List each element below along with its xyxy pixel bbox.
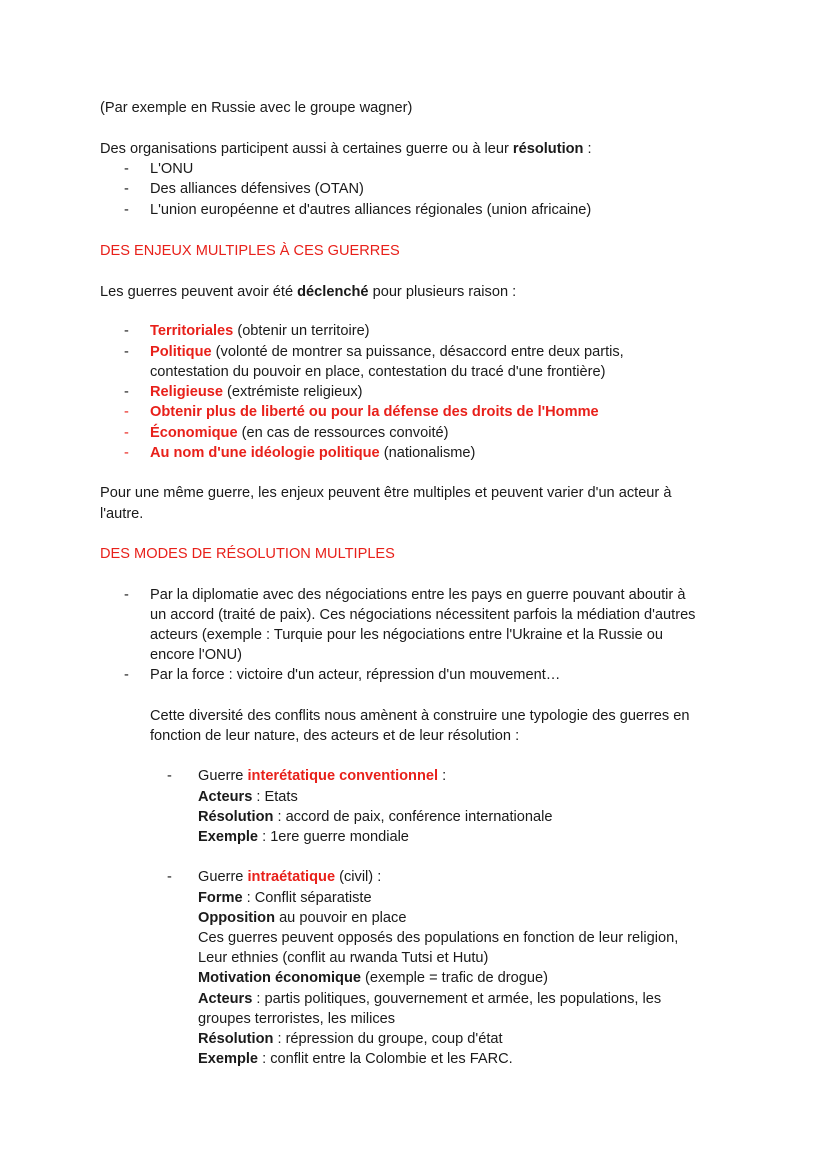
item-rest: (nationalisme) bbox=[379, 445, 476, 461]
item-rest: (obtenir un territoire) bbox=[233, 323, 370, 339]
type-suffix: (civil) : bbox=[335, 869, 382, 885]
enjeux-text-end: pour plusieurs raison : bbox=[368, 284, 517, 300]
intra-ethnies: Leur ethnies (conflit au rwanda Tutsi et Hutu) bbox=[198, 950, 489, 966]
field-label: Exemple bbox=[198, 829, 259, 845]
type-prefix: Guerre bbox=[198, 768, 248, 784]
type-term: intraétatique bbox=[247, 869, 336, 885]
section-heading-enjeux: DES ENJEUX MULTIPLES À CES GUERRES bbox=[100, 243, 400, 259]
field-value: au pouvoir en place bbox=[275, 910, 407, 926]
item-term: Obtenir plus de liberté ou pour la défense des droits de l'Homme bbox=[150, 404, 599, 420]
bullet-dash: - bbox=[167, 768, 172, 784]
field-label: Forme bbox=[198, 890, 243, 906]
list-item-cont: acteurs (exemple : Turquie pour les négociations entre l'Ukraine et la Russie ou bbox=[150, 627, 664, 643]
list-item bbox=[150, 402, 599, 422]
inter-resolution bbox=[198, 807, 552, 827]
intra-resolution bbox=[198, 1029, 503, 1049]
field-value: : partis politiques, gouvernement et armée, les populations, les bbox=[252, 991, 662, 1007]
intra-motivation bbox=[198, 968, 548, 988]
field-value: (exemple = trafic de drogue) bbox=[360, 970, 548, 986]
bullet-dash: - bbox=[124, 202, 129, 218]
bullet-dash: - bbox=[124, 161, 129, 177]
list-item bbox=[150, 423, 448, 443]
bullet-dash: - bbox=[124, 404, 129, 420]
field-value: : Conflit séparatiste bbox=[242, 890, 372, 906]
field-label: Résolution bbox=[198, 1031, 274, 1047]
list-item bbox=[150, 443, 475, 463]
item-term: Religieuse bbox=[150, 384, 223, 400]
inter-exemple bbox=[198, 827, 409, 847]
field-value: : répression du groupe, coup d'état bbox=[273, 1031, 503, 1047]
orgs-bold: résolution bbox=[512, 141, 584, 157]
item-term: Politique bbox=[150, 344, 212, 360]
list-item-cont: un accord (traité de paix). Ces négociations nécessitent parfois la médiation d'autres bbox=[150, 607, 696, 623]
type-intra bbox=[198, 867, 381, 887]
list-item: Par la diplomatie avec des négociations entre les pays en guerre pouvant aboutir à bbox=[150, 587, 686, 603]
bullet-dash: - bbox=[124, 667, 129, 683]
intra-acteurs-cont: groupes terroristes, les milices bbox=[198, 1011, 396, 1027]
orgs-colon: : bbox=[583, 141, 592, 157]
item-rest: (extrémiste religieux) bbox=[223, 384, 363, 400]
field-label: Exemple bbox=[198, 1051, 259, 1067]
intra-religion: Ces guerres peuvent opposés des populations en fonction de leur religion, bbox=[198, 930, 679, 946]
enjeux-summary: Pour une même guerre, les enjeux peuvent être multiples et peuvent varier d'un acteur à bbox=[100, 485, 672, 501]
field-label: Acteurs bbox=[198, 789, 253, 805]
field-value: : conflit entre la Colombie et les FARC. bbox=[258, 1051, 513, 1067]
intra-acteurs bbox=[198, 989, 661, 1009]
bullet-dash: - bbox=[124, 181, 129, 197]
bullet-dash: - bbox=[124, 587, 129, 603]
type-prefix: Guerre bbox=[198, 869, 248, 885]
item-term: Territoriales bbox=[150, 323, 234, 339]
list-item: L'union européenne et d'autres alliances régionales (union africaine) bbox=[150, 202, 592, 218]
item-rest: (volonté de montrer sa puissance, désaccord entre deux partis, bbox=[211, 344, 624, 360]
intra-forme bbox=[198, 888, 372, 908]
enjeux-intro bbox=[100, 282, 516, 302]
bullet-dash: - bbox=[124, 344, 129, 360]
enjeux-text: Les guerres peuvent avoir été bbox=[100, 284, 298, 300]
enjeux-summary-cont: l'autre. bbox=[100, 506, 144, 522]
list-item bbox=[150, 382, 363, 402]
field-label: Acteurs bbox=[198, 991, 253, 1007]
list-item-cont: contestation du pouvoir en place, contestation du tracé d'une frontière) bbox=[150, 364, 606, 380]
typologie-line: fonction de leur nature, des acteurs et de leur résolution : bbox=[150, 728, 520, 744]
bullet-dash: - bbox=[167, 869, 172, 885]
bullet-dash: - bbox=[124, 384, 129, 400]
item-rest: (en cas de ressources convoité) bbox=[237, 425, 449, 441]
bullet-dash: - bbox=[124, 425, 129, 441]
list-item: L'ONU bbox=[150, 161, 194, 177]
item-term: Au nom d'une idéologie politique bbox=[150, 445, 380, 461]
list-item-cont: encore l'ONU) bbox=[150, 647, 242, 663]
typologie-line: Cette diversité des conflits nous amènent à construire une typologie des guerres en bbox=[150, 708, 690, 724]
list-item: Par la force : victoire d'un acteur, répression d'un mouvement… bbox=[150, 667, 561, 683]
type-term: interétatique conventionnel bbox=[247, 768, 439, 784]
type-suffix: : bbox=[438, 768, 447, 784]
bullet-dash: - bbox=[124, 323, 129, 339]
item-term: Économique bbox=[150, 425, 238, 441]
list-item bbox=[150, 321, 370, 341]
intra-exemple bbox=[198, 1049, 513, 1069]
intro-line: (Par exemple en Russie avec le groupe wagner) bbox=[100, 100, 413, 116]
field-value: : Etats bbox=[252, 789, 298, 805]
enjeux-bold: déclenché bbox=[297, 284, 369, 300]
field-label: Opposition bbox=[198, 910, 276, 926]
intra-opposition bbox=[198, 908, 406, 928]
inter-acteurs bbox=[198, 787, 298, 807]
list-item: Des alliances défensives (OTAN) bbox=[150, 181, 364, 197]
type-inter bbox=[198, 766, 446, 786]
orgs-intro bbox=[100, 139, 592, 159]
bullet-dash: - bbox=[124, 445, 129, 461]
section-heading-resolution: DES MODES DE RÉSOLUTION MULTIPLES bbox=[100, 546, 395, 562]
orgs-text: Des organisations participent aussi à certaines guerre ou à leur bbox=[100, 141, 513, 157]
field-value: : 1ere guerre mondiale bbox=[258, 829, 409, 845]
list-item bbox=[150, 342, 624, 362]
field-label: Résolution bbox=[198, 809, 274, 825]
field-value: : accord de paix, conférence internationale bbox=[273, 809, 553, 825]
field-label: Motivation économique bbox=[198, 970, 361, 986]
